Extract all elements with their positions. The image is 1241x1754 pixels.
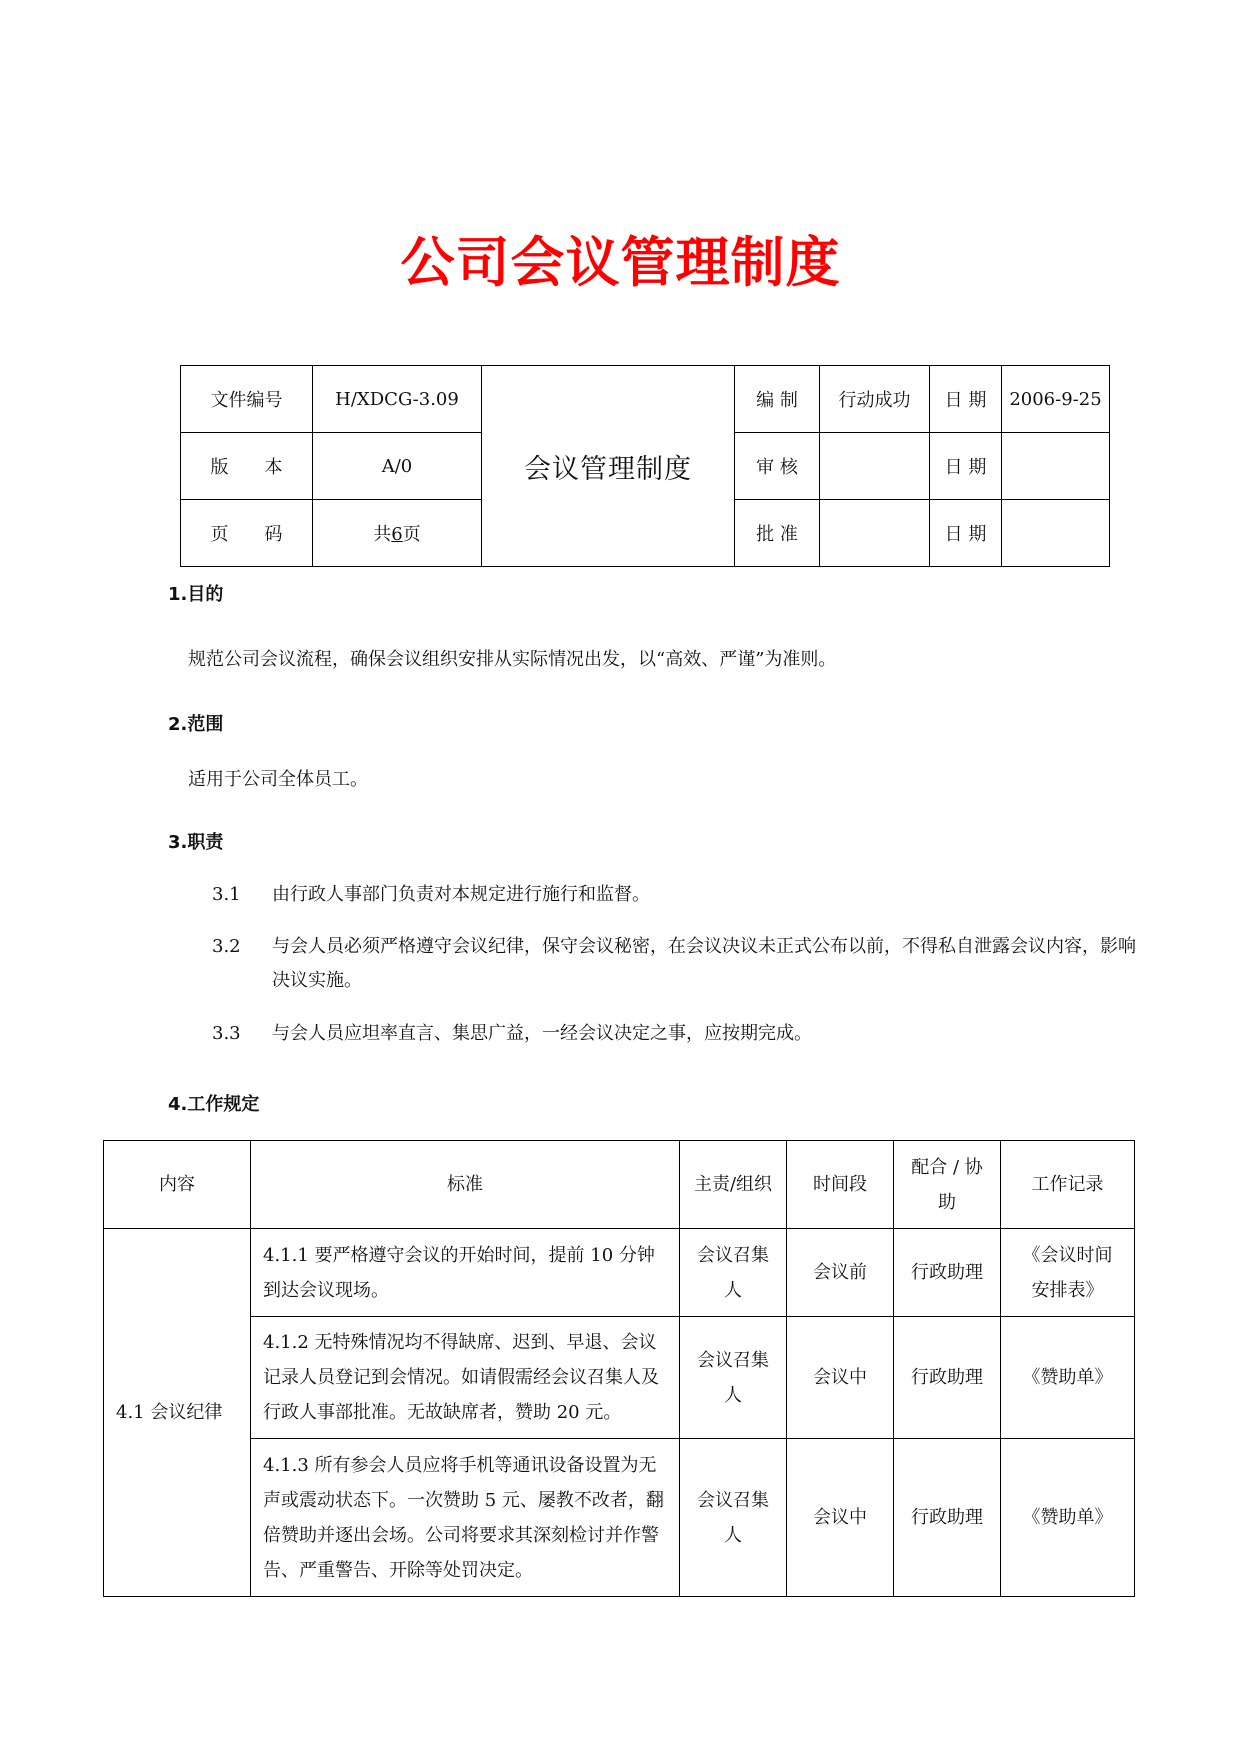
doc-no-value: H/XDCG-3.09 <box>313 366 482 433</box>
scope-text: 适用于公司全体员工。 <box>188 769 368 790</box>
col-header-period: 时间段 <box>787 1141 894 1229</box>
doc-title: 会议管理制度 <box>482 366 735 567</box>
page-suffix: 页 <box>402 524 421 545</box>
page-value <box>313 500 482 567</box>
col-header-standard: 标准 <box>251 1141 680 1229</box>
document-info-table <box>180 365 1110 567</box>
date-value-empty <box>1002 433 1110 500</box>
rules-table <box>103 1140 1135 1597</box>
period-cell: 会议中 <box>787 1317 894 1439</box>
review-value <box>820 433 930 500</box>
duty-item <box>212 878 1100 912</box>
owner-cell: 会议召集人 <box>680 1439 787 1597</box>
duty-item <box>212 1017 1100 1051</box>
page-label: 页 码 <box>181 500 313 567</box>
page-count: 6 <box>391 524 403 545</box>
date-value-empty <box>1002 500 1110 567</box>
duty-number: 3.2 <box>212 936 241 957</box>
period-cell: 会议前 <box>787 1229 894 1317</box>
assist-cell: 行政助理 <box>894 1229 1001 1317</box>
date-value: 2006-9-25 <box>1002 366 1110 433</box>
date-label: 日 期 <box>930 433 1002 500</box>
duty-text: 与会人员必须严格遵守会议纪律，保守会议秘密，在会议决议未正式公布以前，不得私自泄露会议内容，影响决议实施。 <box>272 936 1136 991</box>
record-cell: 《赞助单》 <box>1001 1317 1135 1439</box>
standard-cell: 4.1.1 要严格遵守会议的开始时间，提前 10 分钟到达会议现场。 <box>251 1229 680 1317</box>
owner-cell: 会议召集人 <box>680 1229 787 1317</box>
duty-item <box>212 930 1142 998</box>
page-prefix: 共 <box>373 524 392 545</box>
table-row <box>104 1439 1135 1597</box>
owner-cell: 会议召集人 <box>680 1317 787 1439</box>
standard-cell: 4.1.2 无特殊情况均不得缺席、迟到、早退、会议记录人员登记到会情况。如请假需经会议召集人及行政人事部批准。无故缺席者，赞助 20 元。 <box>251 1317 680 1439</box>
rules-heading: 4.工作规定 <box>168 1094 260 1115</box>
doc-no-label: 文件编号 <box>181 366 313 433</box>
page-title: 公司会议管理制度 <box>400 231 841 294</box>
purpose-text: 规范公司会议流程，确保会议组织安排从实际情况出发，以“高效、严谨”为准则。 <box>188 649 837 670</box>
assist-cell: 行政助理 <box>894 1317 1001 1439</box>
col-header-assist: 配合 / 协助 <box>894 1141 1001 1229</box>
version-label: 版 本 <box>181 433 313 500</box>
date-label: 日 期 <box>930 366 1002 433</box>
duty-number: 3.1 <box>212 884 241 905</box>
col-header-content: 内容 <box>104 1141 251 1229</box>
compile-label: 编 制 <box>735 366 820 433</box>
approve-value <box>820 500 930 567</box>
purpose-heading: 1.目的 <box>168 584 224 605</box>
review-label: 审 核 <box>735 433 820 500</box>
approve-label: 批 准 <box>735 500 820 567</box>
category-cell: 4.1 会议纪律 <box>104 1229 251 1597</box>
duty-number: 3.3 <box>212 1023 241 1044</box>
scope-heading: 2.范围 <box>168 714 224 735</box>
compile-value: 行动成功 <box>820 366 930 433</box>
standard-cell: 4.1.3 所有参会人员应将手机等通讯设备设置为无声或震动状态下。一次赞助 5 元、屡教不改者，翻倍赞助并逐出会场。公司将要求其深刻检讨并作警告、严重警告、开除等处罚决定。 <box>251 1439 680 1597</box>
record-cell: 《赞助单》 <box>1001 1439 1135 1597</box>
assist-cell: 行政助理 <box>894 1439 1001 1597</box>
duty-text: 与会人员应坦率直言、集思广益，一经会议决定之事，应按期完成。 <box>272 1023 812 1044</box>
col-header-owner: 主责/组织 <box>680 1141 787 1229</box>
period-cell: 会议中 <box>787 1439 894 1597</box>
col-header-record: 工作记录 <box>1001 1141 1135 1229</box>
table-row <box>104 1229 1135 1317</box>
table-row <box>104 1317 1135 1439</box>
date-label: 日 期 <box>930 500 1002 567</box>
duty-text: 由行政人事部门负责对本规定进行施行和监督。 <box>272 884 650 905</box>
version-value: A/0 <box>313 433 482 500</box>
duty-heading: 3.职责 <box>168 832 224 853</box>
record-cell: 《会议时间安排表》 <box>1001 1229 1135 1317</box>
